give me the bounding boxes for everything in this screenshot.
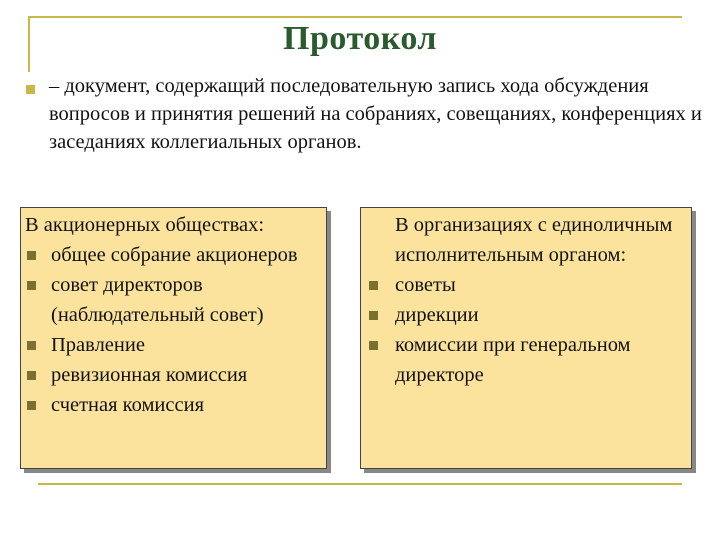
square-bullet-icon [27, 371, 36, 380]
list-item-label: счетная комиссия [51, 394, 204, 416]
list-item-label: советы [395, 274, 456, 296]
list-item [21, 330, 326, 360]
list-item-label: общее собрание акционеров [51, 244, 298, 266]
list-item [21, 360, 326, 390]
right-box-list [361, 270, 691, 390]
square-bullet-icon [27, 341, 36, 350]
square-bullet-icon [369, 341, 378, 350]
square-bullet-icon [27, 401, 36, 410]
list-item [21, 390, 326, 420]
joint-stock-companies-box [20, 207, 327, 469]
list-item-label: дирекции [395, 304, 479, 326]
list-item [21, 270, 326, 330]
frame-bottom-line [38, 483, 682, 485]
list-item [361, 330, 691, 390]
square-bullet-icon [27, 281, 36, 290]
right-box-heading: В организациях с единоличным исполнительным органом: [395, 214, 673, 266]
square-bullet-icon [369, 311, 378, 320]
list-item-label: ревизионная комиссия [51, 364, 248, 386]
square-bullet-icon [27, 251, 36, 260]
definition-bullet-icon [26, 85, 35, 94]
list-item [361, 270, 691, 300]
list-item-label: Правление [51, 334, 145, 356]
square-bullet-icon [369, 281, 378, 290]
list-item-label: совет директоров (наблюдательный совет) [51, 274, 264, 326]
left-box-list [21, 240, 326, 420]
slide-title: Протокол [283, 20, 437, 57]
list-item [361, 300, 691, 330]
list-item-label: комиссии при генеральном директоре [395, 334, 631, 386]
sole-executive-organizations-box [360, 207, 692, 469]
frame-top-line [28, 16, 682, 18]
definition-text: – документ, содержащий последовательную запись хода обсуждения вопросов и принятия решений на собраниях, совещаниях, конференциях и заседаниях коллегиальных органов. [49, 75, 702, 153]
list-item [21, 240, 326, 270]
left-box-heading: В акционерных обществах: [25, 214, 265, 236]
